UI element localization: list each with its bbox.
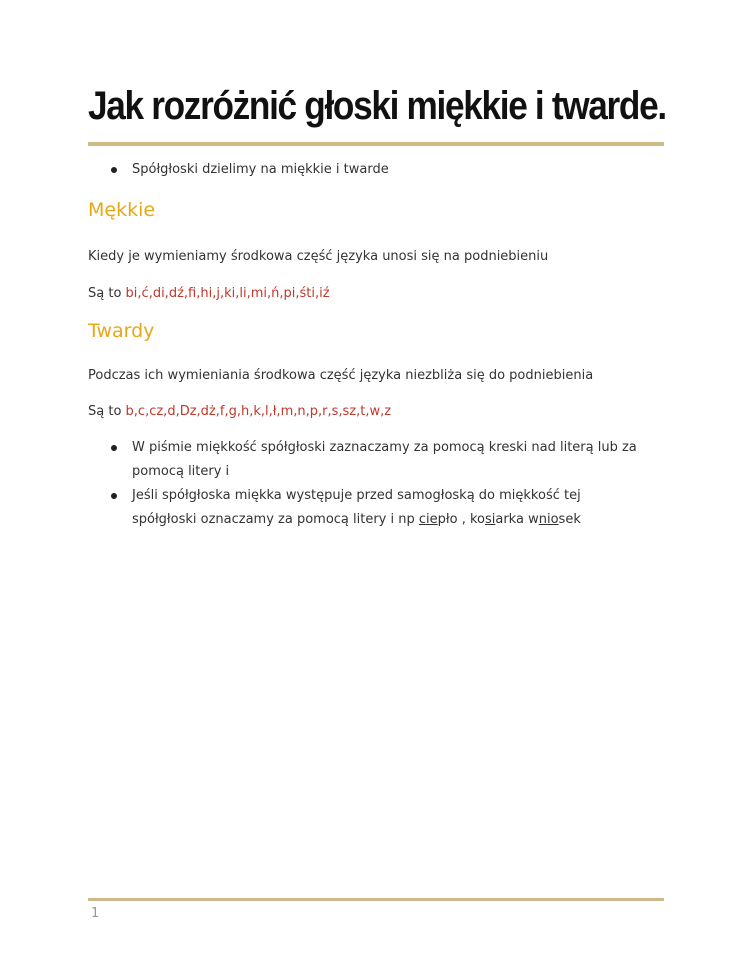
example-underline: si	[484, 512, 496, 527]
example-text: pło ,	[437, 512, 470, 527]
hard-letters: b,c,cz,d,Dz,dż,f,g,h,k,l,ł,m,n,p,r,s,sz,t,w,z	[125, 404, 392, 419]
bullet-icon	[111, 445, 117, 451]
notes-list	[88, 436, 648, 532]
note-text: W piśmie miękkość spółgłoski zaznaczamy za pomocą kreski nad literą lub za pomocą litery i	[132, 440, 637, 479]
example-text: ko	[469, 512, 485, 527]
soft-heading: Mękkie	[88, 199, 156, 221]
soft-letter-list	[88, 284, 330, 304]
bullet-icon	[111, 167, 117, 173]
example-text: w	[528, 512, 539, 527]
note-text: Jeśli spółgłoska miękka występuje przed samogłoską do miękkość tej spółgłoski oznaczamy za pomocą litery i np	[132, 488, 581, 527]
example-underline: nio	[538, 512, 559, 527]
footer-divider	[88, 898, 664, 901]
hard-heading: Twardy	[88, 320, 155, 342]
soft-list-prefix: Są to	[88, 286, 122, 301]
soft-letters: bi,ć,di,dź,fi,hi,j,ki,li,mi,ń,pi,śti,iź	[125, 286, 330, 301]
intro-list	[88, 158, 648, 182]
bullet-icon	[111, 493, 117, 499]
page-title: Jak rozróżnić głoski miękkie i twarde.	[88, 84, 666, 128]
hard-list-prefix: Są to	[88, 404, 122, 419]
example-text: sek	[558, 512, 581, 527]
title-divider	[88, 142, 664, 146]
hard-letter-list	[88, 402, 391, 422]
example-text: arka	[495, 512, 529, 527]
example-underline: cie	[418, 512, 438, 527]
list-item	[88, 158, 648, 182]
page-number: 1	[91, 906, 100, 921]
hard-description: Podczas ich wymieniania środkowa część języka niezbliża się do podniebienia	[88, 368, 594, 383]
intro-bullet-text: Spółgłoski dzielimy na miękkie i twarde	[132, 162, 389, 177]
list-item	[88, 436, 648, 484]
list-item	[88, 484, 648, 532]
soft-description: Kiedy je wymieniamy środkowa część języka unosi się na podniebieniu	[88, 249, 549, 264]
